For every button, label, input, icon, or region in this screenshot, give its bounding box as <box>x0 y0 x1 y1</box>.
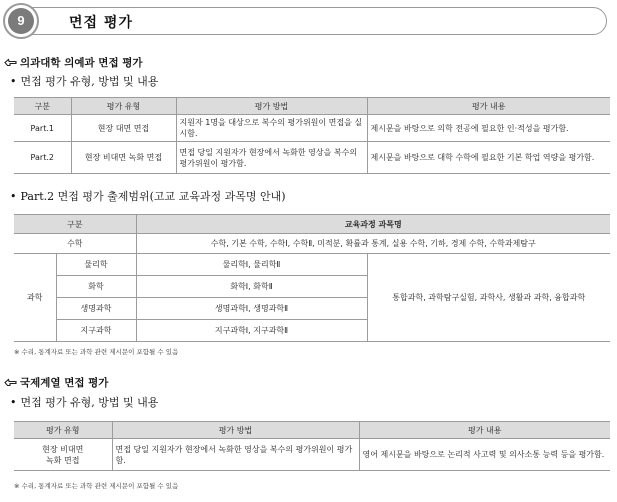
cell-method: 면접 당일 지원자가 현장에서 녹화한 영상을 복수의 평가위원이 평가함. <box>112 439 359 471</box>
subheading-type-method <box>10 73 158 89</box>
cell-science-label: 과학 <box>14 254 56 342</box>
col-header-content: 평가 내용 <box>367 98 610 115</box>
subheading-scope <box>10 188 286 204</box>
cell-math-subjects: 수학, 기본 수학, 수학Ⅰ, 수학Ⅱ, 미적분, 확률과 통계, 실용 수학, 기하, 경제 수학, 수학과제탐구 <box>136 234 610 254</box>
bullet: • <box>10 190 17 203</box>
cell-type: 현장 대면 면접 <box>71 115 176 142</box>
cell-type: 현장 비대면 녹화 면접 <box>71 142 176 174</box>
cell-science-subjects: 생명과학Ⅰ, 생명과학Ⅱ <box>136 298 367 320</box>
section-number: 9 <box>8 8 34 34</box>
cell-science-subjects: 물리학Ⅰ, 물리학Ⅱ <box>136 254 367 276</box>
cell-part: Part.1 <box>14 115 71 142</box>
interview-type-table <box>14 97 610 174</box>
section-medical-title <box>4 55 143 70</box>
subheading-text: Part.2 면접 평가 출제범위(고교 교육과정 과목명 안내) <box>20 190 286 203</box>
table-row <box>14 439 610 471</box>
international-interview-table <box>14 421 610 471</box>
page-title: 면접 평가 <box>69 15 133 31</box>
col-header-type: 평가 유형 <box>14 422 112 439</box>
bullet: • <box>10 396 17 409</box>
cell-science-name: 화학 <box>56 276 136 298</box>
section-title-text: 의과대학 의예과 면접 평가 <box>20 57 143 69</box>
cell-content: 제시문을 바탕으로 대학 수학에 필요한 기본 학업 역량을 평가함. <box>367 142 610 174</box>
col-header-content: 평가 내용 <box>359 422 610 439</box>
cell-science-name: 지구과학 <box>56 320 136 342</box>
table-row <box>14 142 610 174</box>
col-header-method: 평가 방법 <box>112 422 359 439</box>
hand-pointer-icon <box>4 58 17 67</box>
cell-method: 면접 당일 지원자가 현장에서 녹화한 영상을 복수의 평가위원이 평가함. <box>176 142 367 174</box>
section-number-badge <box>3 3 39 39</box>
subheading-text: 면접 평가 유형, 방법 및 내용 <box>20 75 159 88</box>
subheading-text: 면접 평가 유형, 방법 및 내용 <box>20 396 159 409</box>
table-row <box>14 115 610 142</box>
subheading-type-method <box>10 394 158 410</box>
col-header-type: 평가 유형 <box>71 98 176 115</box>
cell-math-label: 수학 <box>14 234 136 254</box>
cell-part: Part.2 <box>14 142 71 174</box>
cell-content: 영어 제시문을 바탕으로 논리적 사고력 및 의사소통 능력 등을 평가함. <box>359 439 610 471</box>
cell-science-name: 생명과학 <box>56 298 136 320</box>
cell-type: 현장 비대면 녹화 면접 <box>14 439 112 471</box>
cell-content: 제시문을 바탕으로 의학 전공에 필요한 인·적성을 평가함. <box>367 115 610 142</box>
cell-science-subjects: 화학Ⅰ, 화학Ⅱ <box>136 276 367 298</box>
cell-science-name: 물리학 <box>56 254 136 276</box>
hand-pointer-icon <box>4 378 17 387</box>
footnote: ※ 수리, 통계자료 또는 과학 관련 제시문이 포함될 수 있음 <box>14 482 179 490</box>
footnote: ※ 수리, 통계자료 또는 과학 관련 제시문이 포함될 수 있음 <box>14 348 179 356</box>
cell-method: 지원자 1명을 대상으로 복수의 평가위원이 면접을 실시함. <box>176 115 367 142</box>
section-international-title <box>4 375 108 390</box>
section-title-text: 국제계열 면접 평가 <box>20 377 109 389</box>
bullet: • <box>10 75 17 88</box>
cell-science-subjects: 지구과학Ⅰ, 지구과학Ⅱ <box>136 320 367 342</box>
col-header-method: 평가 방법 <box>176 98 367 115</box>
table-row-math <box>14 234 610 254</box>
page-header <box>3 3 608 39</box>
col-header-curriculum: 교육과정 과목명 <box>136 215 610 234</box>
col-header-category: 구분 <box>14 98 71 115</box>
cell-science-common: 통합과학, 과학탐구실험, 과학사, 생활과 과학, 융합과학 <box>367 254 610 342</box>
curriculum-scope-table <box>14 214 610 342</box>
table-row-science <box>14 254 610 276</box>
col-header-category: 구분 <box>14 215 136 234</box>
